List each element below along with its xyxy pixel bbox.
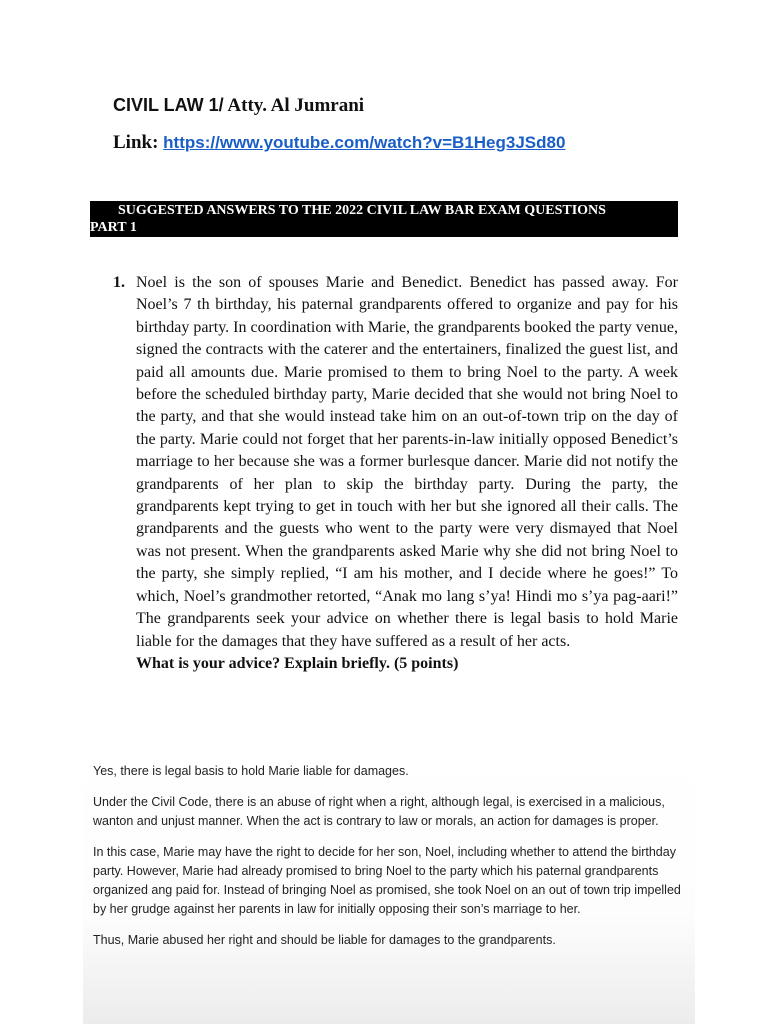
banner-title: SUGGESTED ANSWERS TO THE 2022 CIVIL LAW BAR EXAM QUESTIONS <box>118 203 606 218</box>
course-header <box>113 95 364 117</box>
question-text: Noel is the son of spouses Marie and Benedict. Benedict has passed away. For Noel’s 7 th birthday, his paternal grandparents offered to organize and pay for his birthday party. In coordination with Marie, the grandparents booked the party venue, signed the contracts with the caterer and the entertainers, finalized the guest list, and paid all amounts due. Marie promised to them to bring Noel to the party. A week before the scheduled birthday party, Marie decided that she would not bring Noel to the party, and that she would instead take him on an out-of-town trip on the day of the party. Marie could not forget that her parents-in-law initially opposed Benedict’s marriage to her because she was a former burlesque dancer. Marie did not notify the grandparents of her plan to skip the birthday party. During the party, the grandparents kept trying to get in touch with her but she ignored all their calls. The grandparents and the guests who went to the party were very dismayed that Noel was not present. When the grandparents asked Marie why she did not bring Noel to the party, she simply replied, “I am his mother, and I decide where he goes!” To which, Noel’s grandmother retorted, “Anak mo lang s’ya! Hindi mo s’ya pag-aari!” The grandparents seek your advice on whether there is legal basis to hold Marie liable for the damages that they have suffered as a result of her acts. <box>136 274 678 650</box>
answer-paragraph-1: Yes, there is legal basis to hold Marie liable for damages. <box>93 764 409 778</box>
answer-paragraph-4: Thus, Marie abused her right and should be liable for damages to the grandparents. <box>93 933 556 947</box>
question-number: 1. <box>113 274 125 291</box>
youtube-link[interactable]: https://www.youtube.com/watch?v=B1Heg3JSd80 <box>163 133 566 152</box>
answer-paragraph-2: Under the Civil Code, there is an abuse of right when a right, although legal, is exercised in a malicious, wanton and unjust manner. When the act is contrary to law or morals, an action for damages is proper. <box>93 795 665 828</box>
section-banner <box>90 201 678 237</box>
banner-part: PART 1 <box>90 220 137 235</box>
answer-paragraph-3: In this case, Marie may have the right to decide for her son, Noel, including whether to attend the birthday party. However, Marie had already promised to bring Noel to the party which his paternal grandparents organized ang paid for. Instead of bringing Noel as promised, she took Noel on an out of town trip impelled by her grudge against her parents in law for initially opposing their son’s marriage to her. <box>93 845 681 916</box>
question-prompt: What is your advice? Explain briefly. (5 points) <box>136 654 459 672</box>
link-line <box>113 132 565 154</box>
course-title: CIVIL LAW 1/ <box>113 95 224 115</box>
instructor-name: Atty. Al Jumrani <box>223 95 365 116</box>
answer-block <box>83 752 695 1024</box>
question-block <box>113 272 678 675</box>
link-label: Link: <box>113 132 164 153</box>
